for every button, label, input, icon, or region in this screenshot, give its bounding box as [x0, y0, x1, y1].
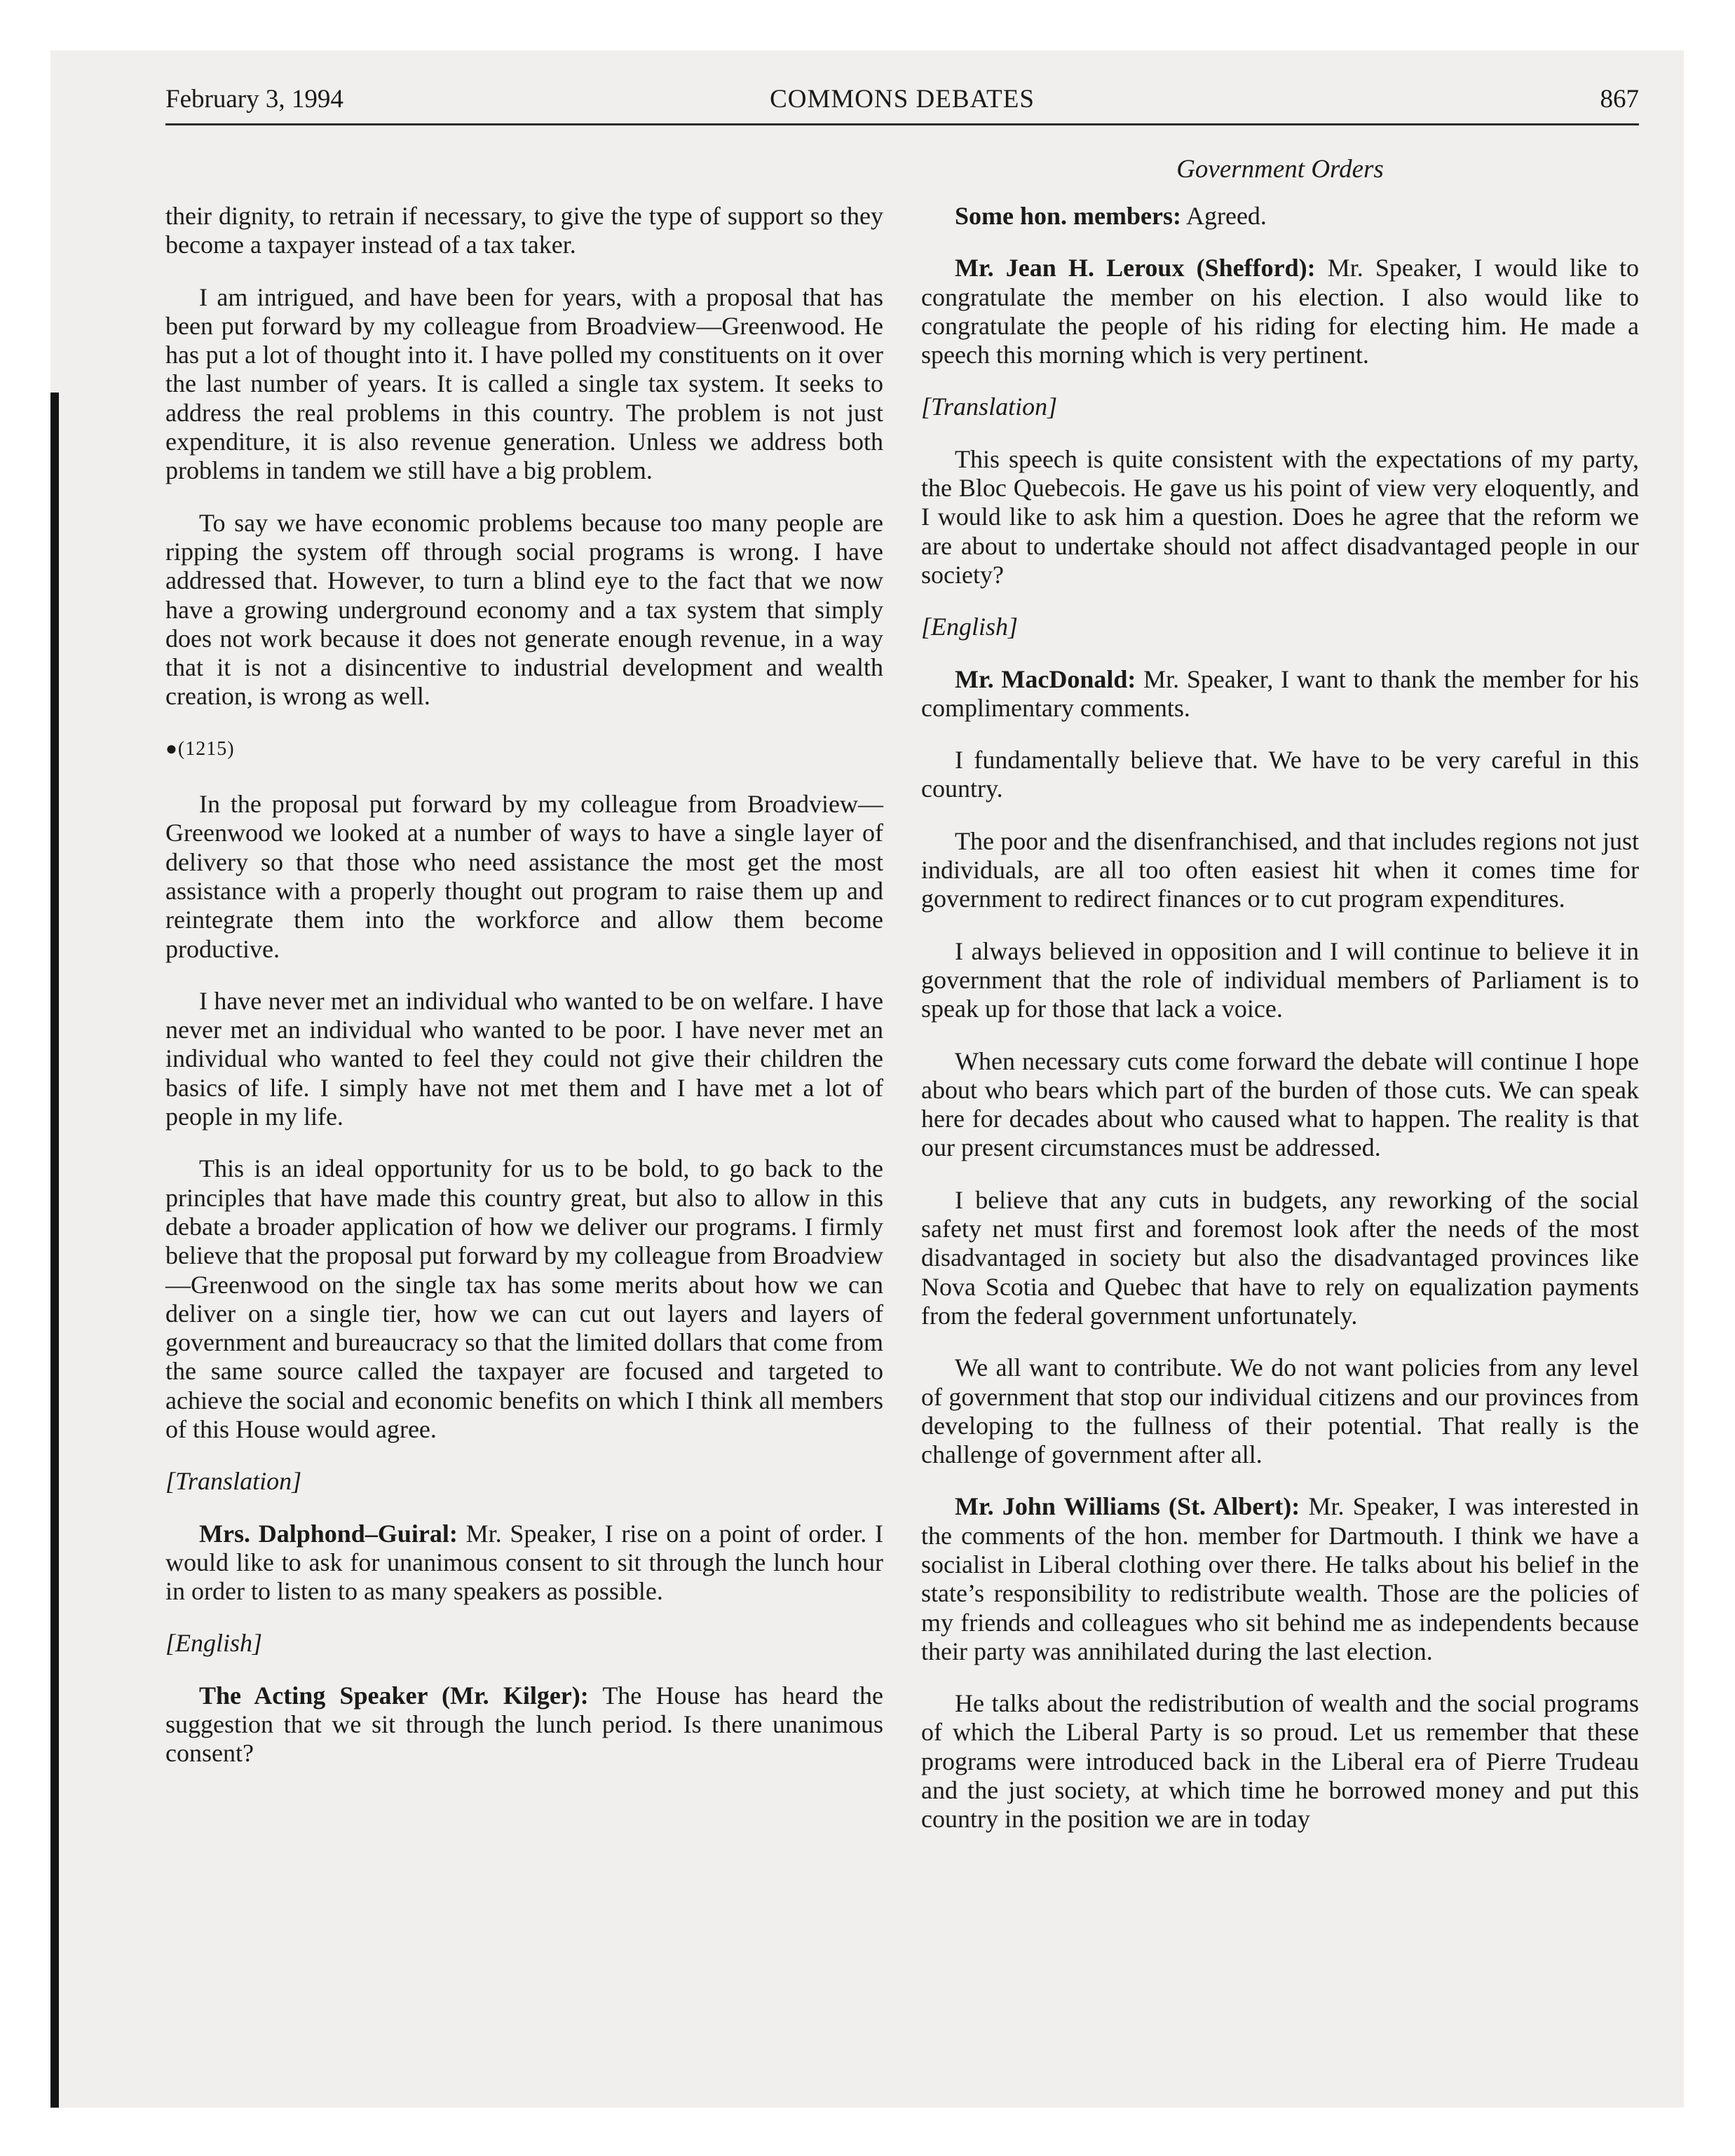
paragraph: This is an ideal opportunity for us to be bold, to go back to the principles that have made this country great, but also to allow in this debate a broader application of how we deliver our programs. I firmly believe that the proposal put forward by my colleague from Broadview—Greenwood on the single tax has some merits about how we can deliver on a single tier, how we can cut out layers and layers of government and bureaucracy so that the limited dollars that come from the same source called the taxpayer are focused and targeted to achieve the social and economic benefits on which I think all members of this House would agree.: [165, 1154, 883, 1443]
paragraph: This speech is quite consistent with the expectations of my party, the Bloc Quebecois. He gave us his point of view very eloquently, and I would like to ask him a question. Does he agree that the reform we are about to undertake should not affect disadvantaged people in our society?: [921, 444, 1639, 589]
binding-shadow: [50, 393, 59, 2108]
language-marker: [Translation]: [165, 1467, 302, 1496]
speech: [921, 1492, 1639, 1666]
paragraph: To say we have economic problems because too many people are ripping the system off through social programs is wrong. I have addressed that. However, to turn a blind eye to the fact that we now have a growing underground economy and a tax system that simply does not work because it does not generate enough revenue, in a way that it is not a disincentive to industrial development and wealth creation, is wrong as well.: [165, 508, 883, 711]
speaker-name: Some hon. members:: [955, 202, 1181, 230]
left-column: [165, 202, 883, 1792]
language-marker: [English]: [921, 613, 1019, 641]
speech: [165, 1681, 883, 1768]
speaker-name: Mr. Jean H. Leroux (Shefford):: [955, 254, 1316, 282]
paragraph: their dignity, to retrain if necessary, to give the type of support so they become a taxpayer instead of a tax taker.: [165, 202, 883, 259]
speech-text: Mr. Speaker, I was interested in the comments of the hon. member for Dartmouth. I think we have a socialist in Liberal clothing over there. He talks about his belief in the state’s responsibility to redistribute wealth. Those are the policies of my friends and colleagues who sit behind me as independents because their party was annihilated during the last election.: [921, 1492, 1640, 1665]
speech-text: Mr. Speaker, I would like to congratulate the member on his election. I also would like to congratulate the people of his riding for electing him. He made a speech this morning which is very pertinent.: [921, 254, 1639, 369]
language-marker: [English]: [165, 1629, 263, 1658]
paragraph: We all want to contribute. We do not want policies from any level of government that stop our individual citizens and our provinces from developing to the fullness of their potential. That really is the challenge of government after all.: [921, 1353, 1639, 1469]
speaker-name: Mrs. Dalphond–Guiral:: [199, 1519, 458, 1548]
paragraph: I fundamentally believe that. We have to be very careful in this country.: [921, 746, 1639, 803]
paragraph: When necessary cuts come forward the debate will continue I hope about who bears which part of the burden of those cuts. We can speak here for decades about who caused what to happen. The reality is that our present circumstances must be addressed.: [921, 1046, 1639, 1162]
header-date: February 3, 1994: [165, 85, 343, 114]
paragraph: I always believed in opposition and I will continue to believe it in government that the role of individual members of Parliament is to speak up for those that lack a voice.: [921, 936, 1639, 1023]
header-rule: [165, 123, 1639, 125]
speaker-name: Mr. MacDonald:: [955, 664, 1136, 693]
language-marker: [Translation]: [921, 393, 1058, 421]
speech: [921, 254, 1639, 369]
speaker-name: The Acting Speaker (Mr. Kilger):: [199, 1681, 589, 1710]
paragraph: In the proposal put forward by my colleague from Broadview—Greenwood we looked at a number of ways to have a single layer of delivery so that those who need assistance the most get the most assistance with a properly thought out program to raise them up and reintegrate them into the workforce and allow them become productive.: [165, 790, 883, 963]
page-number: 867: [1600, 85, 1639, 114]
paragraph: I believe that any cuts in budgets, any reworking of the social safety net must first and foremost look after the needs of the most disadvantaged in society but also the disadvantaged provinces like Nova Scotia and Quebec that have to rely on equalization payments from the federal government unfortunately.: [921, 1185, 1639, 1330]
speech-text: The House has heard the suggestion that we sit through the lunch period. Is there unanimous consent?: [165, 1681, 883, 1768]
speech-text: Agreed.: [1181, 202, 1267, 230]
section-head: Government Orders: [1176, 155, 1384, 184]
speech-text: Mr. Speaker, I want to thank the member for his complimentary comments.: [921, 664, 1640, 722]
paragraph: I am intrigued, and have been for years, with a proposal that has been put forward by my colleague from Broadview—Greenwood. He has put a lot of thought into it. I have polled my constituents on it over the last number of years. It is called a single tax system. It seeks to address the real problems in this country. The problem is not just expenditure, it is also revenue generation. Unless we address both problems in tandem we still have a big problem.: [165, 282, 883, 485]
paragraph: He talks about the redistribution of wealth and the social programs of which the Liberal Party is so proud. Let us remember that these programs were introduced back in the Liberal era of Pierre Trudeau and the just society, at which time he borrowed money and put this country in the position we are in today: [921, 1689, 1639, 1834]
paragraph: The poor and the disenfranchised, and that includes regions not just individuals, are all too often easiest hit when it comes time for government to redirect finances or to cut program expenditures.: [921, 826, 1639, 913]
paragraph: I have never met an individual who wanted to be on welfare. I have never met an individual who wanted to be poor. I have never met an individual who wanted to feel they could not give their children the basics of life. I simply have not met them and I have met a lot of people in my life.: [165, 986, 883, 1131]
time-marker: ●(1215): [165, 737, 235, 760]
speaker-name: Mr. John Williams (St. Albert):: [955, 1492, 1300, 1521]
header-journal-title: COMMONS DEBATES: [770, 85, 1035, 114]
speech-text: Mr. Speaker, I rise on a point of order. I would like to ask for unanimous consent to sit through the lunch hour in order to listen to as many speakers as possible.: [165, 1519, 883, 1606]
right-column: [921, 202, 1639, 1857]
running-head: [165, 84, 1639, 126]
speech: [921, 202, 1639, 231]
speech: [165, 1520, 883, 1606]
speech: [921, 665, 1639, 723]
